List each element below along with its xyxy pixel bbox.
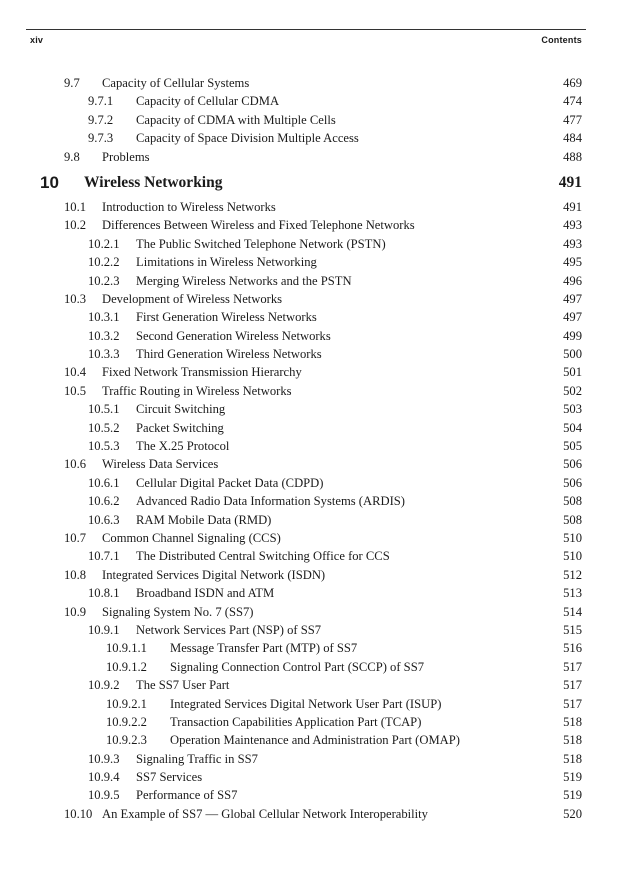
section-number: 10.9.1.2 bbox=[106, 659, 147, 674]
page-number-ref: 516 bbox=[563, 641, 582, 656]
toc-entry bbox=[0, 476, 638, 494]
page-number-ref: 517 bbox=[563, 659, 582, 674]
page-number-ref: 506 bbox=[563, 475, 582, 490]
section-title: Development of Wireless Networks bbox=[102, 291, 283, 306]
toc-entry bbox=[0, 439, 638, 457]
section-number: 10.9.2.3 bbox=[106, 733, 147, 748]
page-number-ref: 515 bbox=[563, 622, 582, 637]
toc-entry bbox=[0, 660, 638, 678]
page-number-ref: 497 bbox=[563, 291, 582, 306]
section-number: 10.8 bbox=[64, 567, 87, 582]
section-title: Capacity of Cellular CDMA bbox=[136, 94, 280, 109]
page-number-ref: 518 bbox=[563, 751, 582, 766]
page-number-ref: 519 bbox=[563, 770, 582, 785]
page-number-ref: 491 bbox=[558, 173, 582, 191]
section-number: 9.7.1 bbox=[88, 94, 114, 109]
toc-entry bbox=[0, 365, 638, 383]
section-title: Operation Maintenance and Administration Part (OMAP) bbox=[170, 733, 460, 748]
section-title: Broadband ISDN and ATM bbox=[136, 586, 275, 601]
table-of-contents bbox=[0, 76, 638, 825]
toc-entry bbox=[0, 549, 638, 567]
section-title: The Distributed Central Switching Office for CCS bbox=[136, 549, 390, 564]
running-header: Contents bbox=[541, 35, 582, 45]
toc-entry bbox=[0, 274, 638, 292]
toc-entry bbox=[0, 770, 638, 788]
section-number: 10.9.1.1 bbox=[106, 641, 147, 656]
toc-entry bbox=[0, 733, 638, 751]
section-title: Fixed Network Transmission Hierarchy bbox=[102, 365, 302, 380]
section-title: RAM Mobile Data (RMD) bbox=[136, 512, 272, 527]
section-title: Signaling System No. 7 (SS7) bbox=[102, 604, 254, 619]
section-number: 10.5.2 bbox=[88, 420, 120, 435]
toc-entry bbox=[0, 641, 638, 659]
section-number: 10.6.3 bbox=[88, 512, 120, 527]
page-number-ref: 517 bbox=[563, 696, 582, 711]
toc-entry bbox=[0, 605, 638, 623]
page-number-ref: 518 bbox=[563, 733, 582, 748]
section-title: Integrated Services Digital Network User Part (ISUP) bbox=[170, 696, 442, 711]
section-number: 10.7.1 bbox=[88, 549, 120, 564]
section-title: Capacity of Space Division Multiple Access bbox=[136, 131, 359, 146]
section-title: Capacity of Cellular Systems bbox=[102, 76, 250, 90]
page-number: xiv bbox=[30, 35, 44, 45]
page-number-ref: 469 bbox=[563, 76, 582, 90]
section-title: Packet Switching bbox=[136, 420, 224, 435]
section-number: 10.7 bbox=[64, 530, 87, 545]
section-number: 10.9.2.2 bbox=[106, 714, 147, 729]
toc-entry bbox=[0, 237, 638, 255]
section-title: Third Generation Wireless Networks bbox=[136, 347, 322, 362]
toc-entry bbox=[0, 623, 638, 641]
section-title: Merging Wireless Networks and the PSTN bbox=[136, 273, 352, 288]
section-title: Performance of SS7 bbox=[136, 788, 238, 803]
page-number-ref: 495 bbox=[563, 255, 582, 270]
section-number: 10.3 bbox=[64, 291, 87, 306]
page-number-ref: 510 bbox=[563, 549, 582, 564]
section-number: 10.6.1 bbox=[88, 475, 120, 490]
toc-entry bbox=[0, 531, 638, 549]
section-number: 9.8 bbox=[64, 149, 80, 164]
section-title: Network Services Part (NSP) of SS7 bbox=[136, 622, 322, 637]
page-number-ref: 493 bbox=[563, 218, 582, 233]
section-number: 10.3.1 bbox=[88, 310, 120, 325]
section-title: First Generation Wireless Networks bbox=[136, 310, 317, 325]
section-title: SS7 Services bbox=[136, 770, 203, 785]
page-number-ref: 514 bbox=[563, 604, 582, 619]
section-number: 10.6.2 bbox=[88, 494, 120, 509]
section-title: Advanced Radio Data Information Systems (ARDIS) bbox=[136, 494, 405, 509]
page-number-ref: 488 bbox=[563, 149, 582, 164]
section-title: Transaction Capabilities Application Part (TCAP) bbox=[170, 714, 422, 729]
toc-entry bbox=[0, 310, 638, 328]
section-number: 10.3.3 bbox=[88, 347, 120, 362]
toc-entry bbox=[0, 678, 638, 696]
page-number-ref: 513 bbox=[563, 586, 582, 601]
section-number: 10.8.1 bbox=[88, 586, 120, 601]
section-title: Signaling Traffic in SS7 bbox=[136, 751, 258, 766]
page-number-ref: 506 bbox=[563, 457, 582, 472]
toc-entry bbox=[0, 752, 638, 770]
page-number-ref: 501 bbox=[563, 365, 582, 380]
section-number: 10.6 bbox=[64, 457, 87, 472]
section-title: Wireless Networking bbox=[84, 173, 223, 191]
section-number: 10.2.2 bbox=[88, 255, 120, 270]
section-number: 10.5.1 bbox=[88, 402, 120, 417]
toc-entry bbox=[0, 131, 638, 149]
section-number: 9.7.2 bbox=[88, 112, 114, 127]
section-title: Common Channel Signaling (CCS) bbox=[102, 530, 281, 545]
section-title: Second Generation Wireless Networks bbox=[136, 328, 331, 343]
page-number-ref: 512 bbox=[563, 567, 582, 582]
page-number-ref: 474 bbox=[563, 94, 582, 109]
section-title: Limitations in Wireless Networking bbox=[136, 255, 317, 270]
page-number-ref: 504 bbox=[563, 420, 582, 435]
toc-entry bbox=[0, 715, 638, 733]
toc-chapter-entry bbox=[0, 168, 638, 200]
toc-entry bbox=[0, 292, 638, 310]
section-title: Traffic Routing in Wireless Networks bbox=[102, 383, 292, 398]
toc-entry bbox=[0, 807, 638, 825]
section-title: Introduction to Wireless Networks bbox=[102, 199, 276, 214]
toc-entry bbox=[0, 513, 638, 531]
toc-entry bbox=[0, 218, 638, 236]
section-number: 10.9.3 bbox=[88, 751, 120, 766]
section-number: 10.9.2.1 bbox=[106, 696, 147, 711]
section-number: 10 bbox=[40, 172, 59, 192]
page-number-ref: 503 bbox=[563, 402, 582, 417]
page-number-ref: 477 bbox=[563, 112, 582, 127]
page-number-ref: 499 bbox=[563, 328, 582, 343]
toc-entry bbox=[0, 384, 638, 402]
section-title: Integrated Services Digital Network (ISDN) bbox=[102, 567, 326, 582]
page-number-ref: 518 bbox=[563, 714, 582, 729]
section-number: 10.9.5 bbox=[88, 788, 120, 803]
toc-entry bbox=[0, 586, 638, 604]
page-number-ref: 517 bbox=[563, 678, 582, 693]
section-number: 10.2 bbox=[64, 218, 87, 233]
section-title: Cellular Digital Packet Data (CDPD) bbox=[136, 475, 324, 490]
page-number-ref: 493 bbox=[563, 236, 582, 251]
toc-entry bbox=[0, 255, 638, 273]
section-title: The Public Switched Telephone Network (PSTN) bbox=[136, 236, 386, 251]
section-number: 10.5 bbox=[64, 383, 87, 398]
toc-entry bbox=[0, 697, 638, 715]
section-title: The SS7 User Part bbox=[136, 678, 230, 693]
toc-entry bbox=[0, 347, 638, 365]
header-rule bbox=[26, 29, 586, 30]
section-number: 9.7 bbox=[64, 76, 80, 90]
page-number-ref: 510 bbox=[563, 530, 582, 545]
section-title: Message Transfer Part (MTP) of SS7 bbox=[170, 641, 358, 656]
section-number: 10.1 bbox=[64, 199, 87, 214]
section-title: The X.25 Protocol bbox=[136, 439, 230, 454]
section-number: 9.7.3 bbox=[88, 131, 114, 146]
page-number-ref: 484 bbox=[563, 131, 582, 146]
section-number: 10.3.2 bbox=[88, 328, 120, 343]
section-number: 10.10 bbox=[64, 806, 93, 821]
toc-entry bbox=[0, 150, 638, 168]
section-title: Problems bbox=[102, 149, 150, 164]
toc-entry bbox=[0, 113, 638, 131]
page-number-ref: 497 bbox=[563, 310, 582, 325]
toc-entry bbox=[0, 76, 638, 94]
section-number: 10.9 bbox=[64, 604, 87, 619]
section-number: 10.4 bbox=[64, 365, 87, 380]
page-number-ref: 502 bbox=[563, 383, 582, 398]
section-number: 10.2.3 bbox=[88, 273, 120, 288]
section-number: 10.9.1 bbox=[88, 622, 120, 637]
toc-entry bbox=[0, 568, 638, 586]
page-number-ref: 508 bbox=[563, 512, 582, 527]
section-number: 10.5.3 bbox=[88, 439, 120, 454]
toc-entry bbox=[0, 788, 638, 806]
page-number-ref: 500 bbox=[563, 347, 582, 362]
section-title: Capacity of CDMA with Multiple Cells bbox=[136, 112, 336, 127]
section-number: 10.9.2 bbox=[88, 678, 120, 693]
section-title: Signaling Connection Control Part (SCCP) of SS7 bbox=[170, 659, 424, 674]
toc-entry bbox=[0, 94, 638, 112]
page-number-ref: 508 bbox=[563, 494, 582, 509]
page-number-ref: 491 bbox=[563, 199, 582, 214]
section-title: Wireless Data Services bbox=[102, 457, 219, 472]
toc-entry bbox=[0, 402, 638, 420]
section-number: 10.9.4 bbox=[88, 770, 120, 785]
toc-entry bbox=[0, 200, 638, 218]
section-title: An Example of SS7 — Global Cellular Network Interoperability bbox=[102, 806, 428, 821]
toc-entry bbox=[0, 457, 638, 475]
page-number-ref: 519 bbox=[563, 788, 582, 803]
page-number-ref: 520 bbox=[563, 806, 582, 821]
toc-entry bbox=[0, 494, 638, 512]
page-number-ref: 505 bbox=[563, 439, 582, 454]
page-number-ref: 496 bbox=[563, 273, 582, 288]
toc-entry bbox=[0, 421, 638, 439]
toc-entry bbox=[0, 329, 638, 347]
section-title: Differences Between Wireless and Fixed Telephone Networks bbox=[102, 218, 415, 233]
section-number: 10.2.1 bbox=[88, 236, 120, 251]
section-title: Circuit Switching bbox=[136, 402, 226, 417]
